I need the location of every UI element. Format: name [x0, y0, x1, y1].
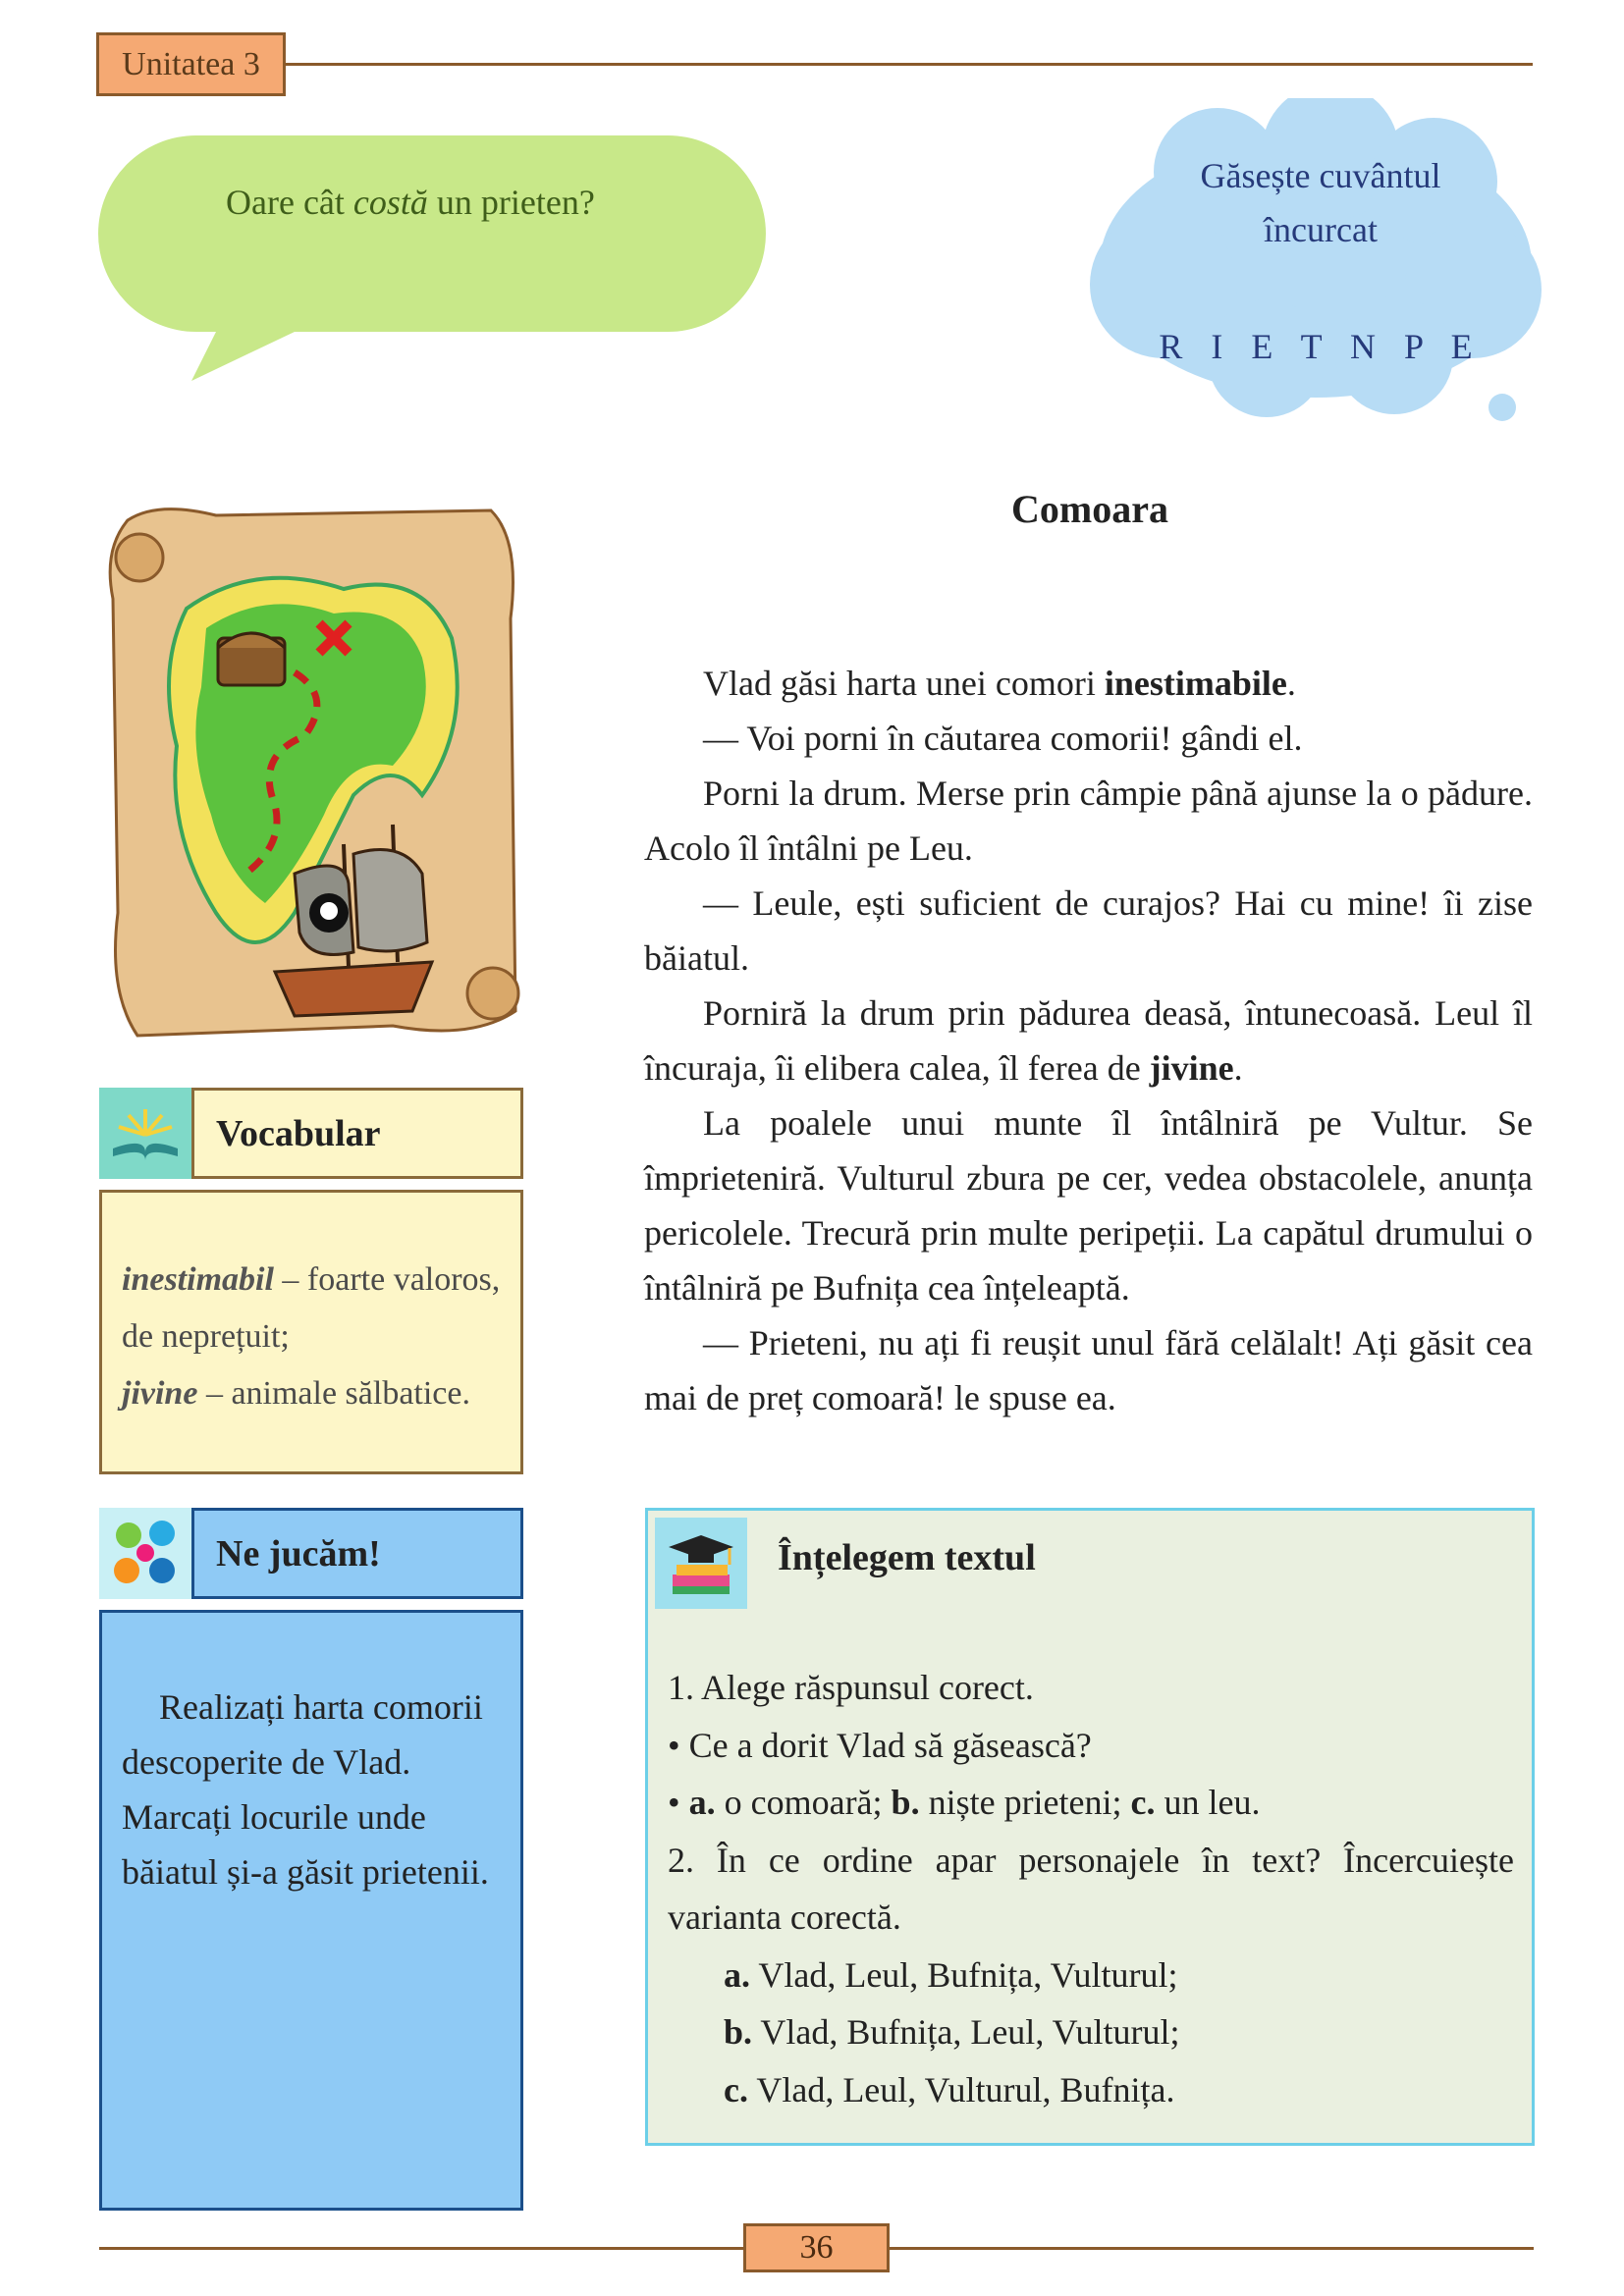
cloud-line-2: încurcat: [1264, 210, 1378, 249]
question-1-bullet: • Ce a dorit Vlad să găsească?: [668, 1725, 1092, 1765]
story-paragraph: — Voi porni în căutarea comorii! gândi el.: [703, 719, 1303, 758]
footer-rule-left: [99, 2247, 743, 2250]
thought-cloud: [1070, 98, 1561, 452]
header-rule: [286, 63, 1533, 66]
story-title: Comoara: [1011, 487, 1168, 531]
comprehension-questions: [668, 1659, 1514, 2118]
hands-icon: [99, 1508, 191, 1599]
answer-option-b: b. Vlad, Bufnița, Leul, Vulturul;: [724, 2012, 1180, 2052]
vocabulary-definitions: inestimabil – foarte valoros, de neprețuit; jivine – animale sălbatice.: [99, 1190, 523, 1474]
cloud-line-1: Găsește cuvântul: [1200, 156, 1441, 195]
question-1-options: • a. o comoară; b. niște prieteni; c. un leu.: [668, 1783, 1261, 1822]
footer-rule-right: [890, 2247, 1534, 2250]
story-text: [644, 656, 1533, 1425]
speech-bubble-text: Oare cât costă un prieten?: [226, 183, 595, 222]
scrambled-letters: R I E T N P E: [1159, 327, 1483, 366]
vocabulary-term: inestimabil: [122, 1261, 274, 1298]
book-icon: [99, 1088, 191, 1179]
vocabulary-term: jivine: [122, 1375, 198, 1412]
treasure-map-illustration: [98, 501, 530, 1050]
comprehension-heading: Înțelegem textul: [778, 1537, 1036, 1578]
question-1: 1. Alege răspunsul corect.: [668, 1668, 1034, 1707]
answer-option-a: a. Vlad, Leul, Bufnița, Vulturul;: [724, 1954, 1178, 1995]
story-paragraph: — Prieteni, nu ați fi reușit unul fără celălalt! Ați găsit cea mai de preț comoară! le spuse ea.: [644, 1323, 1533, 1417]
question-2: 2. În ce ordine apar personajele în text? Încercuiește: [668, 1840, 1514, 1880]
answer-option-c: c. Vlad, Leul, Vulturul, Bufnița.: [724, 2069, 1175, 2109]
speech-bubble: [98, 128, 776, 393]
game-instructions: Realizați harta comorii descoperite de Vlad. Marcați locurile unde băiatul și-a găsit prietenii.: [99, 1610, 523, 2211]
story-paragraph: Vlad găsi harta unei comori inestimabile.: [703, 664, 1296, 703]
pirate-ship-icon: [275, 962, 432, 1016]
question-2-cont: varianta corectă.: [668, 1897, 901, 1937]
game-heading: Ne jucăm!: [191, 1508, 523, 1599]
unit-label: Unitatea 3: [96, 32, 286, 96]
story-paragraph: — Leule, ești suficient de curajos? Hai cu mine! îi zise băiatul.: [644, 883, 1533, 978]
story-paragraph: La poalele unui munte îl întâlniră pe Vultur. Se împrieteniră. Vulturul zbura pe cer, vedea obstacolele, anunța pericolele. Trecură prin multe peripeții. La capătul drumului o întâlniră pe Bufnița cea înțeleaptă.: [644, 1103, 1533, 1308]
story-paragraph: Porniră la drum prin pădurea deasă, întunecoasă. Leul îl încuraja, îi elibera calea, îl ferea de jivine.: [644, 993, 1533, 1088]
emphasis-word: costă: [352, 183, 428, 222]
vocabulary-heading: Vocabular: [191, 1088, 523, 1179]
page-number: 36: [743, 2223, 890, 2272]
graduation-books-icon: [655, 1518, 747, 1609]
story-paragraph: Porni la drum. Merse prin câmpie până ajunse la o pădure. Acolo îl întâlni pe Leu.: [644, 774, 1533, 868]
